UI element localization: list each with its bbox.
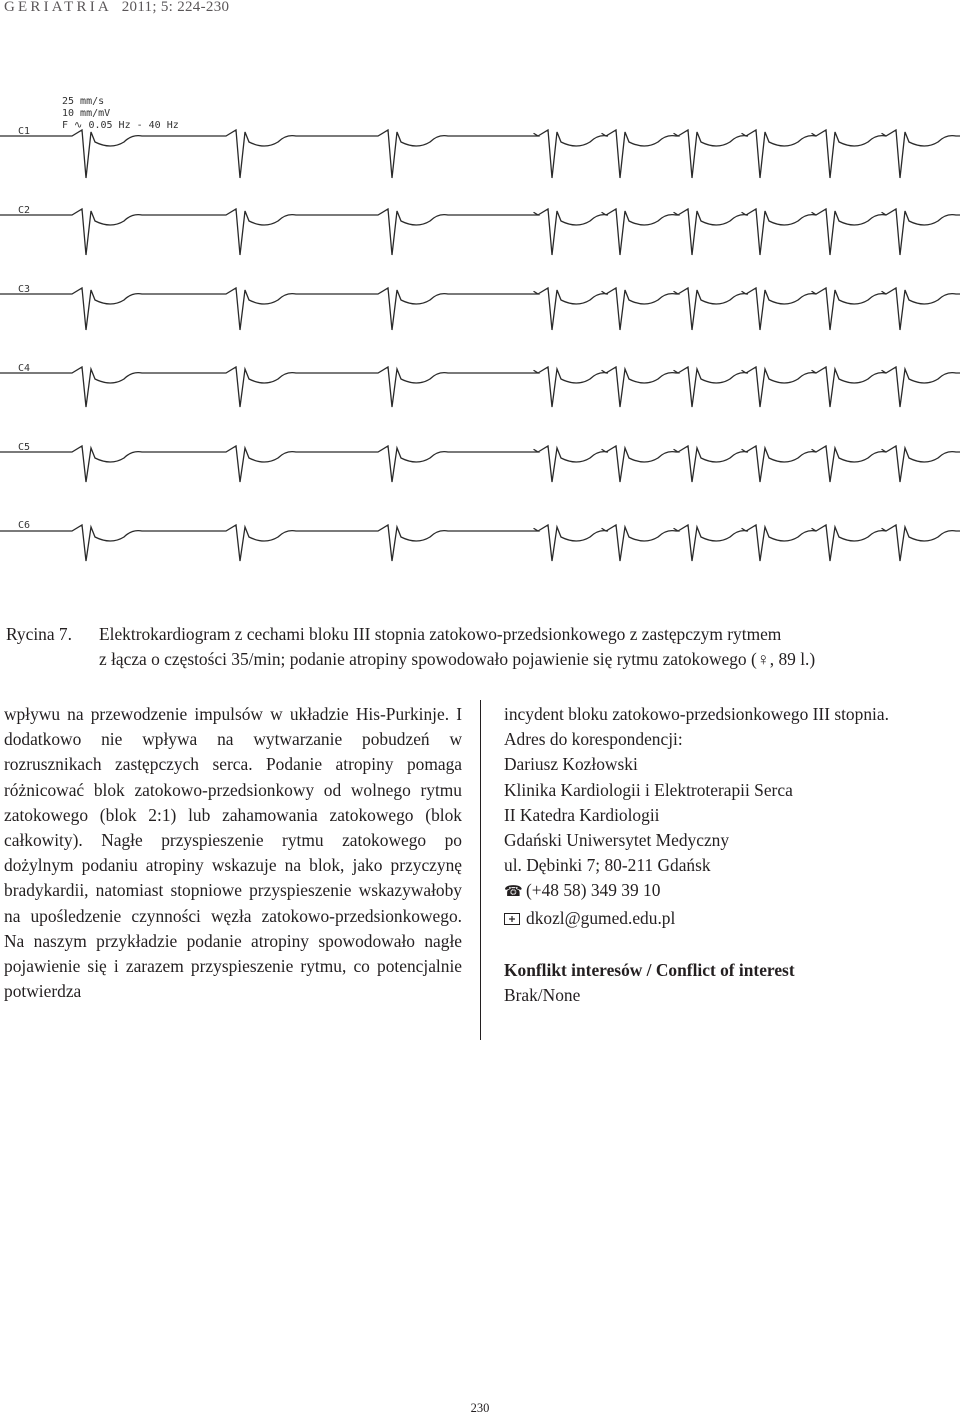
ecg-paper-speed: 25 mm/s <box>62 96 105 107</box>
email-address[interactable]: dkozl@gumed.edu.pl <box>526 907 676 928</box>
envelope-icon <box>504 908 526 933</box>
lead-label: C5 <box>18 442 31 453</box>
ecg-trace <box>0 209 960 255</box>
ecg-gain: 10 mm/mV <box>62 108 111 119</box>
phone-icon: ☎ <box>504 884 523 901</box>
lead-label: C4 <box>18 363 31 374</box>
ecg-trace <box>0 288 960 330</box>
lead-label: C1 <box>18 126 31 137</box>
body-continuation: incydent bloku zatokowo-przedsionkowego III stopnia. <box>504 704 889 724</box>
caption-line: z łącza o częstości 35/min; podanie atropiny spowodowało pojawienie się rytmu zatokowego (♀, 89 l.) <box>99 649 816 669</box>
ecg-trace <box>0 130 960 178</box>
ecg-trace <box>0 367 960 407</box>
lead-label: C3 <box>18 284 31 295</box>
phone-line <box>504 878 944 905</box>
lead-label: C2 <box>18 205 31 216</box>
ecg-trace <box>0 446 960 482</box>
lead-label: C6 <box>18 520 31 531</box>
ecg-tracings <box>0 88 960 616</box>
journal-citation: 2011; 5: 224-230 <box>121 0 230 15</box>
conflict-of-interest-title: Konflikt interesów / Conflict of interest <box>504 959 795 980</box>
caption-label: Rycina 7. <box>6 624 72 644</box>
column-divider <box>480 700 481 1040</box>
ecg-settings <box>62 96 179 132</box>
running-head <box>4 0 229 16</box>
clinic-name: Klinika Kardiologii i Elektroterapii Serca <box>504 779 793 800</box>
address-label: Adres do korespondencji: <box>504 729 683 750</box>
author-name: Dariusz Kozłowski <box>504 754 638 775</box>
journal-name: GERIATRIA <box>4 0 112 15</box>
left-column <box>4 702 462 1004</box>
phone-number: (+48 58) 349 39 10 <box>526 880 661 901</box>
conflict-of-interest-value: Brak/None <box>504 985 581 1006</box>
page-number: 230 <box>470 1401 490 1415</box>
caption-line: Elektrokardiogram z cechami bloku III stopnia zatokowo-przedsionkowego z zastępczym rytmem <box>99 624 782 644</box>
department-name: II Katedra Kardiologii <box>504 804 660 825</box>
email-line <box>504 906 944 933</box>
caption-text <box>99 622 959 672</box>
ecg-trace <box>0 525 960 561</box>
university-name: Gdański Uniwersytet Medyczny <box>504 830 730 851</box>
right-column <box>504 702 944 1008</box>
body-paragraph: wpływu na przewodzenie impulsów w układzie His-Purkinje. I dodatkowo nie wpływa na wytwarzanie pobudzeń w rozrusznikach zastępczych serca. Podanie atropiny pomaga różnicować blok zatokowo-przedsionkowy od wolnego rytmu zatokowego (blok 2:1) lub zahamowania zatokowego (blok całkowity). Nagłe przyspieszenie rytmu zatokowego po dożylnym podaniu atropiny wskazuje na blok, jako przyczynę bradykardii, natomiast stopniowe przyspieszenie wskazywałoby na upośledzenie czynności węzła zatokowo-przedsionkowego. Na naszym przykładzie podanie atropiny spowodowało nagłe pojawienie się i zarazem przyspieszenie rytmu, co potencjalnie potwierdza <box>4 704 462 1002</box>
ecg-figure <box>0 88 960 616</box>
street-address: ul. Dębinki 7; 80-211 Gdańsk <box>504 855 711 876</box>
ecg-filter: F ∿ 0.05 Hz - 40 Hz <box>62 120 179 131</box>
